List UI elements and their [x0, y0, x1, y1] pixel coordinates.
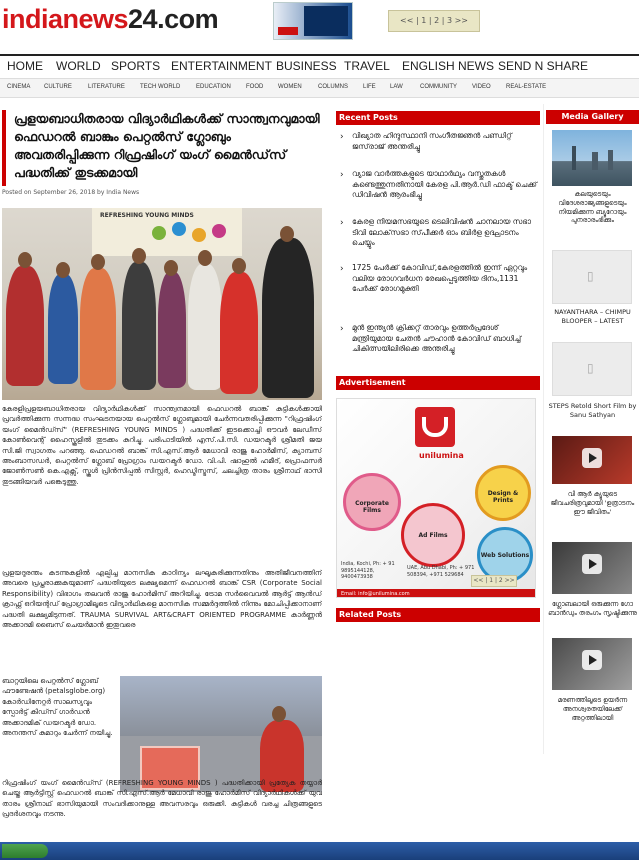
logo-part-2: 24.com — [128, 4, 219, 34]
subnav-life[interactable]: LIFE — [363, 84, 376, 90]
article-paragraph-1: കേരളിപ്രളയബാധിതരായ വിദ്യാർഥികൾക്ക് സാന്ത്വനമായി ഫെഡറൽ ബാങ്ക് കുട്ടികൾക്കായി പ്രവർത്തിക്കുന്ന സന്നദ്ധ സംഘടനയായ പെറ്റൽസ് ഗ്ലോബുമായി ചേർന്നവതരിപ്പിക്കുന്ന "റിഫ്രഷിംഗ് യംഗ് മൈൻഡ്സ്" (REFRESHING YOUNG MINDS ) പദ്ധതിക്ക് ഇടക്കൊച്ചി ഔവർ ലേഡീസ് കോൺവെന്റ് ഹൈസ്കൂളിൽ തുടക്കം കുറിച്ചു. പരിപാടിയിൽ എസ്.പി.സി. ഡയറക്ടർ ശ്രീമതി ജയ സി.ജി സ്വാഗതം പറഞ്ഞു. ഫെഡറൽ ബാങ്ക് സി.എസ്.ആർ മേധാവി രാജു ഹോർമിസ്, ക്യാമ്പസ് അംബാസഡർ, പെറ്റൽസ് ഗ്ലോബ് പ്രോഗ്രാം ഡയറക്ടർ ഡോ. വി.പി. ഷാഹുൽ ഹമീദ്, പ്രൊഫസർ ജോൺസൺ കെ.എക്സ്, സ്കൂൾ പ്രിൻസിപ്പൽ സിസ്റ്റർ, ഹെഡ്മിസ്ട്രസ്, ചലച്ചിത്ര താരം ശ്രീനാഥ് ഭാസി തുടങ്ങിയവർ പങ്കെടുത്തു. — [2, 405, 322, 486]
ad-slider-pager[interactable]: << | 1 | 2 >> — [471, 575, 517, 587]
ad-service-label: Ad Films — [418, 532, 448, 539]
media-gallery-heading: Media Gallery — [546, 110, 639, 124]
article-meta: Posted on September 26, 2018 by India News — [2, 189, 140, 196]
article-title: പ്രളയബാധിതരായ വിദ്യാർഥികൾക്ക് സാന്ത്വനവുമായി ഫെഡറൽ ബാങ്കും പെറ്റൽസ് ഗ്ലോബും അവതരിപ്പിക്കുന്ന റിഫ്രഷിംഗ് യംഗ് മൈൻഡ്‌സ് പദ്ധതിക്ക് തുടക്കമായി — [2, 110, 324, 186]
city-tower — [572, 146, 576, 170]
nav-world[interactable]: WORLD — [56, 59, 101, 73]
subnav-food[interactable]: FOOD — [246, 84, 264, 90]
nav-english-news[interactable]: ENGLISH NEWS — [402, 59, 495, 73]
subnav-community[interactable]: COMMUNITY — [420, 84, 457, 90]
bullet-arrow-icon: › — [340, 324, 344, 334]
recent-post-link[interactable]: കേരള നിയമസഭയുടെ ടെലിവിഷൻ ചാനലായ സഭാ ടിവി ലോക്‌സഭാ സ്‌പീക്കർ ഓം ബിർള ഉദ്ഘാടനം ചെയ്യും — [352, 217, 532, 247]
ad-service-label: Design & Prints — [487, 490, 519, 504]
gallery-image-placeholder[interactable] — [552, 342, 632, 396]
ad-service-label: Web Solutions — [480, 552, 530, 559]
advertisement-box[interactable] — [336, 398, 536, 598]
nav-business[interactable]: BUSINESS — [276, 59, 337, 73]
person-8 — [262, 238, 314, 398]
recent-post-link[interactable]: മുൻ ഇന്ത്യൻ ക്രിക്കറ്റ് താരവും ഉത്തർപ്രദേശ് മന്ത്രിയുമായ ചേതൻ ചൗഹാൻ കോവിഡ് ബാധിച്ച് ചികിത്സയിലിരിക്കെ അന്തരിച്ചു — [352, 323, 522, 353]
nav-travel[interactable]: TRAVEL — [344, 59, 390, 73]
subnav-cinema[interactable]: CINEMA — [7, 84, 31, 90]
gallery-video-thumb[interactable] — [552, 638, 632, 690]
play-icon[interactable] — [582, 554, 602, 574]
ad-service-label: Corporate Films — [355, 500, 389, 514]
person-2 — [48, 274, 78, 384]
banner-blob-4 — [212, 224, 226, 238]
city-building — [592, 152, 598, 170]
article-paragraph-3: റിഫ്രഷിംഗ് യംഗ് മൈൻഡ്സ് (REFRESHING YOUNG MINDS ) പദ്ധതിക്കായി പ്രത്യേക തയ്യാർ ചെയ്ത ആർട്ടിസ്റ്റ് ഫെഡറൽ ബാങ്ക് സി.എസ്.ആർ മേധാവി രാജു ഹോർമിസ് വിദ്യാർഥികൾക്ക് യുവ താരം ശ്രീനാഥ് ഭാസിയുമായി സംവദിക്കാനുള്ള അവസരവും ഒരുക്കി. കുട്ടികൾ വരച്ച ചിത്രങ്ങളുടെ പ്രദർശനവും നടന്നു. — [2, 779, 322, 819]
play-icon[interactable] — [582, 448, 602, 468]
recent-post-link[interactable]: വിഖ്യാത ഹിന്ദുസ്ഥാനി സംഗീതജ്ഞൻ പണ്ഡിറ്റ് ജസ്‌രാജ് അന്തരിച്ചു — [352, 131, 512, 151]
site-header — [0, 0, 639, 54]
person-3 — [80, 268, 116, 390]
recent-post-link[interactable]: വ്യാജ വാർത്തകളുടെ യാഥാർഥ്യം വസ്തുതകൾ കണ്ടെത്തുന്നതിനായി കേരള പി.ആർ.ഡി ഫാക്ട് ചെക്ക് ഡിവിഷൻ ആരംഭിച്ചു — [352, 169, 537, 199]
unilumina-logo-mark — [422, 417, 448, 437]
subnav-education[interactable]: EDUCATION — [196, 84, 231, 90]
file-icon: ▯ — [587, 269, 594, 283]
banner-blob-3 — [192, 228, 206, 242]
advertisement-heading: Advertisement — [336, 376, 540, 390]
ad-email: Email: info@unilumina.com — [337, 589, 536, 598]
ad-address-uae: UAE, Abu Dhabi, Ph: + 971 508394, +971 529684 — [407, 565, 475, 578]
file-icon: ▯ — [587, 361, 594, 375]
banner-ad-image — [304, 6, 348, 36]
banner-blob-1 — [152, 226, 166, 240]
subnav-culture[interactable]: CULTURE — [44, 84, 72, 90]
gallery-caption[interactable]: മരണത്തിലൂടെ ഉയർന്ന അനശ്വരതയിലേക്ക് അറ്റത്തിലായി — [557, 696, 628, 722]
bullet-arrow-icon: › — [340, 132, 344, 142]
bullet-arrow-icon: › — [340, 218, 344, 228]
gallery-caption[interactable]: NAYANTHARA – CHIMPU BLOOPER – LATEST — [554, 308, 631, 325]
recent-post-link[interactable]: 1725 പേർക്ക് കോവിഡ്,കേരളത്തിൽ ഇന്ന് ഏറ്റവും വലിയ രോഗവർധന രേഖപ്പെടുത്തിയ ദിനം,1131 പേർക്ക് രോഗമുക്തി — [352, 263, 528, 293]
person-7-head — [232, 258, 246, 274]
recent-posts-heading: Recent Posts — [336, 111, 540, 125]
main-nav — [0, 54, 639, 78]
gallery-caption[interactable]: ഗ്ലോബലായി ഒരുക്കുന്ന ഗോ ബാൻഡും തരംഗം സൃഷ്ടിക്കുന്നു — [548, 600, 637, 617]
photo2-person-head — [272, 706, 286, 722]
subnav-law[interactable]: LAW — [390, 84, 403, 90]
subnav-literature[interactable]: LITERATURE — [88, 84, 125, 90]
bullet-arrow-icon: › — [340, 264, 344, 274]
article-paragraph-2: പ്രളയദുരന്തം കടന്നുകളിൽ എല്പിച്ച മാനസിക കാഠിന്യം ലഘൂകരിക്കുന്നതിനും അതിജീവനത്തിന് അവരെ പ്രപ്തരാക്കുകയുമാണ് പദ്ധതിയുടെ ലക്ഷ്യമെന്ന് ഫെഡറൽ ബാങ്ക് CSR (Corporate Social Responsibility) വിഭാഗം തലവൻ രാജു ഹോർമിസ് അറിയിച്ചു. ട്രോമ സർവൈവൽ ആർട്ട് ആൻഡ് ക്രാഫ്റ്റ് ഒറിയന്റഡ് പ്രോഗ്രാമിലൂടെ വിദ്യാർഥികളെ മാനസിക സമ്മർദ്ദത്തിൽ നിന്നും മോചിപ്പിക്കാനാണ് പദ്ധതി ലക്ഷ്യമിടുന്നത്. TRAUMA SURVIVAL ART&CRAFT ORIENTED PROGRAMME കാർണ്ണൻ അക്കാദമി ബൈസ് ചെയർമാൻ ഇതുവരെ — [2, 569, 322, 630]
subnav-video[interactable]: VIDEO — [472, 84, 491, 90]
header-slider-pager[interactable]: << | 1 | 2 | 3 >> — [388, 10, 480, 32]
column-divider — [543, 104, 544, 754]
article-photo-second — [120, 676, 322, 792]
subnav-real-estate[interactable]: REAL-ESTATE — [506, 84, 547, 90]
recent-post-item[interactable] — [336, 166, 540, 210]
subnav-tech-world[interactable]: TECH WORLD — [140, 84, 181, 90]
photo-banner-text: REFRESHING YOUNG MINDS — [100, 212, 194, 219]
nav-home[interactable]: HOME — [7, 59, 43, 73]
article-side-text: ബാറ്റയിലെ പെറ്റൽസ് ഗ്ലോബ് ഫൗണ്ടേഷൻ (petalsglobe.org) കോർഡിനേറ്റർ സാലസ്യവും സ്പോർട്ട് കിഡ്സ് ഗാർഡൻ അക്കാദമിക് ഡയറക്ടർ ഡോ. അനന്തസ് കുമാറും ചേർന്ന് നയിച്ചു. — [2, 677, 113, 738]
logo-part-1: indianews — [2, 4, 129, 34]
os-taskbar — [0, 842, 639, 860]
photo-banner — [92, 208, 242, 256]
start-button[interactable] — [2, 844, 48, 858]
ad-address-india: India, Kochi, Ph: + 91 9895144128, 9400473938 — [341, 561, 395, 580]
article-photo-main — [2, 208, 322, 400]
person-1-head — [18, 252, 32, 268]
banner-blob-2 — [172, 222, 186, 236]
person-1 — [6, 266, 44, 386]
ad-circle-ad-films — [401, 503, 465, 567]
nav-entertainment[interactable]: ENTERTAINMENT — [171, 59, 272, 73]
person-4 — [122, 262, 156, 390]
city-building — [608, 150, 613, 170]
gallery-caption[interactable]: വി ആർ ക്യൂയുടെ ജീവചരിത്രവുമായി 'ഉത്രാടനം ഈ ജീവിതം' — [550, 490, 635, 516]
subnav-women[interactable]: WOMEN — [278, 84, 302, 90]
unilumina-logo — [415, 407, 455, 447]
site-logo[interactable] — [2, 4, 218, 35]
gallery-video-thumb[interactable] — [552, 436, 632, 484]
sub-nav — [0, 78, 639, 98]
gallery-image-placeholder[interactable] — [552, 250, 632, 304]
person-4-head — [132, 248, 146, 264]
recent-post-item[interactable] — [336, 128, 540, 164]
recent-post-item[interactable] — [336, 320, 540, 364]
person-5 — [158, 272, 186, 388]
unilumina-brand: unilumina — [419, 451, 464, 460]
person-8-head — [280, 226, 294, 242]
ad-circle-design-prints — [475, 465, 531, 521]
nav-send-n-share[interactable]: SEND N SHARE — [498, 59, 589, 73]
gallery-image-city[interactable] — [552, 130, 632, 186]
person-7 — [220, 272, 258, 394]
gallery-caption[interactable]: കലയുടെയും വിദേശരാജ്യങ്ങളുടെയും നിയമിക്കുന്ന ബ്യൂറോയും പുനരാരംഭിക്കും — [558, 190, 627, 225]
recent-post-item[interactable] — [336, 260, 540, 312]
play-icon[interactable] — [582, 650, 602, 670]
person-3-head — [91, 254, 105, 270]
gallery-caption[interactable]: STEPS Retold Short Film by Sanu Sathyan — [548, 402, 637, 419]
ad-circle-corporate-films — [343, 473, 401, 531]
header-banner-ad[interactable] — [273, 2, 353, 40]
subnav-columns[interactable]: COLUMNS — [318, 84, 349, 90]
recent-post-item[interactable] — [336, 214, 540, 254]
person-6-head — [198, 250, 212, 266]
banner-ad-logo — [278, 27, 298, 35]
person-5-head — [164, 260, 178, 276]
nav-sports[interactable]: SPORTS — [111, 59, 161, 73]
gallery-video-thumb[interactable] — [552, 542, 632, 594]
related-posts-heading: Related Posts — [336, 608, 540, 622]
bullet-arrow-icon: › — [340, 170, 344, 180]
person-2-head — [56, 262, 70, 278]
person-6 — [188, 264, 222, 390]
